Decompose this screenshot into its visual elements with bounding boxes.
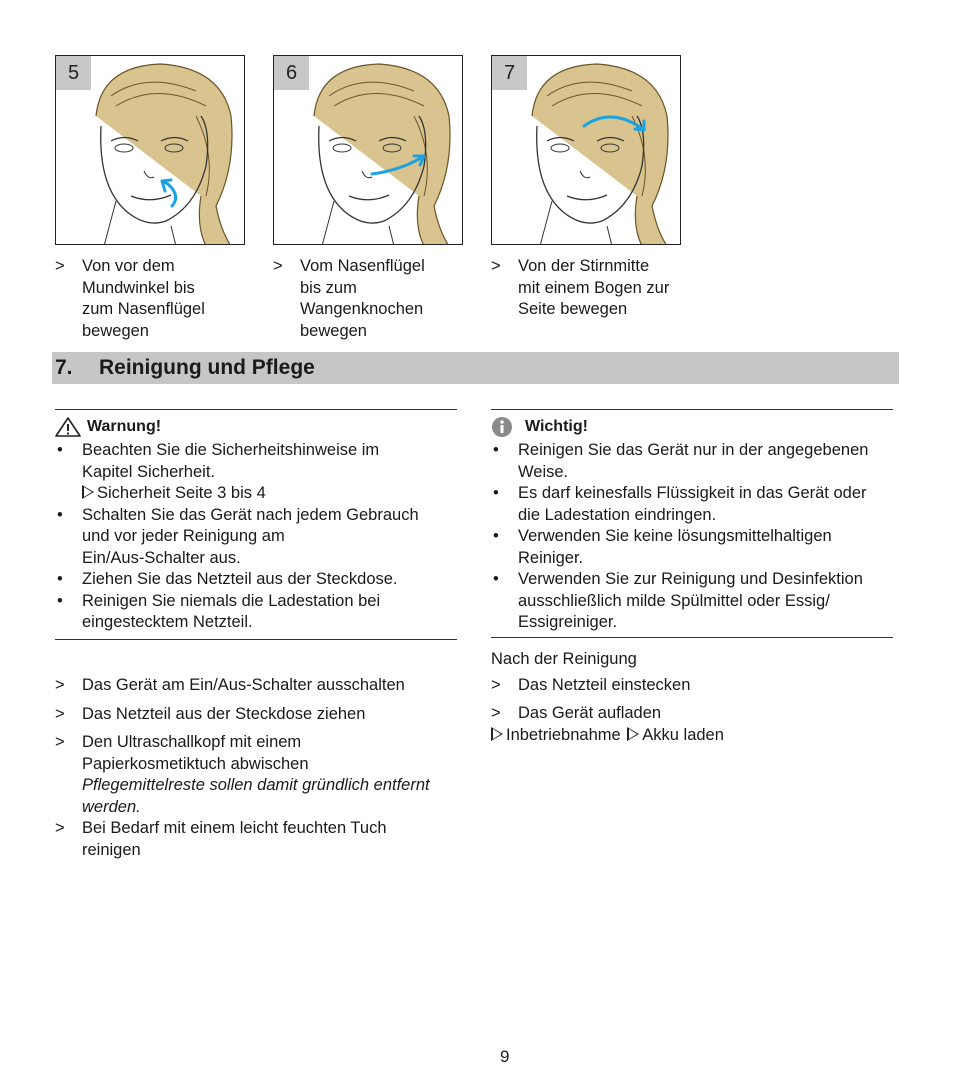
figure-number: 5	[56, 56, 91, 90]
warning-icon	[55, 417, 81, 437]
step-note: Pflegemittelreste sollen damit gründlich entfernt	[82, 776, 430, 794]
figure-7-caption: > Von der Stirnmitte mit einem Bogen zur Seite bewegen	[491, 257, 670, 318]
list-item: • Es darf keinesfalls Flüssigkeit in das Gerät oder die Ladestation eindringen.	[493, 484, 867, 524]
section-title: Reinigung und Pflege	[99, 356, 315, 379]
figure-number: 7	[492, 56, 527, 90]
after-cleaning	[491, 649, 901, 746]
section-heading	[52, 352, 899, 384]
info-icon	[491, 416, 513, 438]
step-item: > Das Gerät am Ein/Aus-Schalter ausschalten	[55, 676, 405, 694]
cleaning-steps	[55, 675, 465, 861]
step-item: > Das Gerät aufladen	[491, 704, 662, 722]
step-item: > Den Ultraschallkopf mit einem Papierkosmetiktuch abwischen Pflegemittelreste sollen damit gründlich entfernt werden.	[55, 732, 465, 818]
list-item: • Beachten Sie die Sicherheitshinweise im Kapitel Sicherheit. Sicherheit Seite 3 bis 4	[57, 441, 380, 502]
important-box	[491, 409, 893, 638]
step-item: > Das Netzteil aus der Steckdose ziehen	[55, 704, 366, 723]
list-item: • Verwenden Sie zur Reinigung und Desinfektion ausschließlich milde Spülmittel oder Essig/ Essigreiniger.	[493, 570, 863, 631]
step-item: > Bei Bedarf mit einem leicht feuchten Tuch reinigen	[55, 819, 387, 859]
reference-arrow-icon	[491, 727, 503, 741]
cross-references: Inbetriebnahme Akku laden	[491, 725, 901, 747]
reference-arrow-icon	[627, 727, 639, 741]
list-item: • Ziehen Sie das Netzteil aus der Steckdose.	[57, 570, 398, 588]
after-cleaning-heading: Nach der Reinigung	[491, 650, 637, 668]
figure-number: 6	[274, 56, 309, 90]
figure-5	[55, 55, 245, 245]
cross-reference: Sicherheit Seite 3 bis 4	[97, 484, 266, 502]
warning-box	[55, 409, 457, 640]
figure-5-caption: > Von vor dem Mundwinkel bis zum Nasenflügel bewegen	[55, 257, 205, 340]
figure-6-caption: > Vom Nasenflügel bis zum Wangenknochen bewegen	[273, 257, 425, 340]
step-item: > Das Netzteil einstecken	[491, 675, 691, 694]
step-note: werden.	[82, 797, 141, 816]
important-heading: Wichtig!	[525, 417, 588, 435]
figure-7	[491, 55, 681, 245]
section-number: 7.	[55, 356, 73, 379]
warning-heading: Warnung!	[87, 417, 162, 435]
figure-6	[273, 55, 463, 245]
reference-arrow-icon	[82, 485, 94, 499]
page-number: 9	[500, 1047, 510, 1066]
list-item: • Reinigen Sie das Gerät nur in der angegebenen Weise.	[493, 441, 869, 481]
list-item: • Reinigen Sie niemals die Ladestation bei eingestecktem Netzteil.	[57, 591, 381, 631]
list-item: • Schalten Sie das Gerät nach jedem Gebrauch und vor jeder Reinigung am Ein/Aus-Schalter aus.	[57, 505, 419, 567]
list-item: • Verwenden Sie keine lösungsmittelhaltigen Reiniger.	[493, 527, 832, 567]
